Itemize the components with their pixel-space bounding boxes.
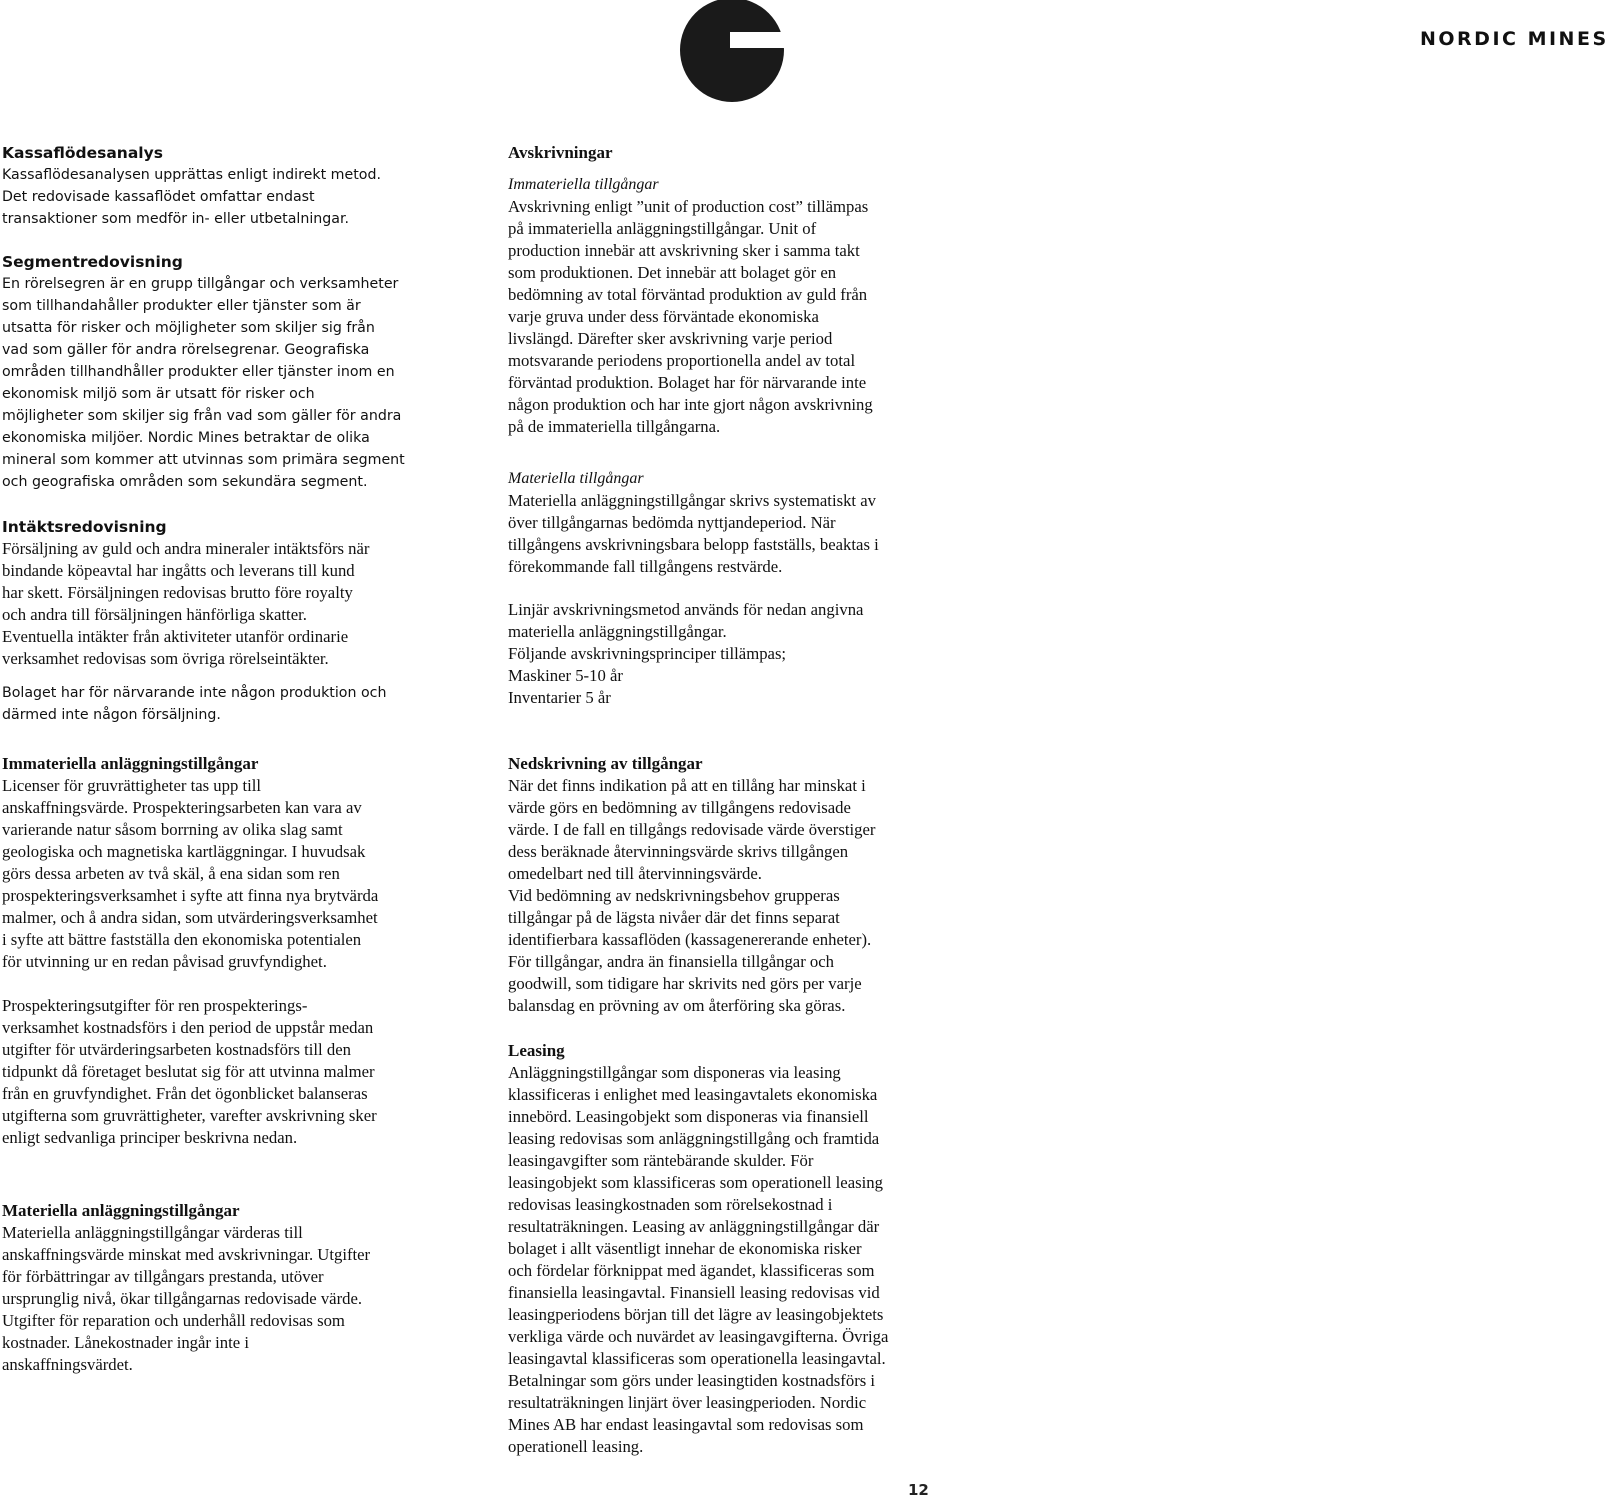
section-avskrivningar [508, 142, 953, 438]
section-segmentredovisning [2, 251, 442, 493]
subheading-materiella-tillgangar: Materiella tillgångar [508, 470, 644, 487]
paragraph: Materiella anläggningstillgångar värderas till anskaffningsvärde minskat med avskrivningar. Utgifter för förbättringar av tillgångars prestanda, utöver ursprunglig nivå, ökar tillgångarnas redovisade värde. Utgifter för reparation och underhåll redovisas som kostnader. Lånekostnader ingår inte i anskaffningsvärdet. [2, 1223, 371, 1374]
paragraph: Försäljning av guld och andra mineraler intäktsförs när bindande köpeavtal har ingåtts och leverans till kund har skett. Försäljningen redovisas brutto före royalty och andra till försäljningen hänförliga skatter. Eventuella intäkter från aktiviteter utanför ordinarie verksamhet redovisas som övriga rörelseintäkter. [2, 539, 370, 668]
logo-mark-icon [668, 0, 960, 112]
section-intakt-note [2, 682, 442, 726]
paragraph: Anläggningstillgångar som disponeras via leasing klassificeras i enlighet med leasingavtalets ekonomiska innebörd. Leasingobjekt som disponeras via finansiell leasing redovisas som anläggningstillgång och framtida leasingavgifter som räntebärande skulder. För leasingobjekt som klassificeras som operationell leasing redovisas leasingkostnaden som rörelsekostnad i resultaträkningen. Leasing av anläggningstillgångar där bolaget i allt väsentligt innehar de ekonomiska risker och fördelar förknippat med ägandet, klassificeras som finansiella leasingavtal. Finansiell leasing redovisas vid leasingperiodens början till det lägre av leasingobjektets verkliga värde och nuvärdet av leasingavgifterna. Övriga leasingavtal klassificeras som operationella leasingavtal. Betalningar som görs under leasingtiden kostnadsförs i resultaträkningen linjärt över leasingperioden. Nordic Mines AB har endast leasingavtal som redovisas som operationell leasing. [508, 1063, 889, 1456]
heading-kassaflodesanalys: Kassaflödesanalys [2, 144, 163, 162]
section-leasing [508, 1040, 953, 1458]
heading-nedskrivning: Nedskrivning av tillgångar [508, 754, 703, 773]
paragraph: Bolaget har för närvarande inte någon produktion och därmed inte någon försäljning. [2, 685, 387, 723]
section-immateriella [2, 753, 442, 973]
section-intaktsredovisning [2, 516, 442, 670]
section-materiella [2, 1200, 442, 1376]
paragraph: Licenser för gruvrättigheter tas upp till anskaffningsvärde. Prospekteringsarbeten kan vara av varierande natur såsom borrning av olika slag samt geologiska och magnetiska kartläggningar. I huvudsak görs dessa arbeten av två skäl, å ena sidan som ren prospekteringsverksamhet i syfte att finna nya brytvärda malmer, och å andra sidan, som utvärderingsverksamhet i syfte att bättre fastställa den ekonomiska potentialen för utvinning ur en redan påvisad gruvfyndighet. [2, 776, 379, 971]
logo-text: NORDIC MINES [1420, 28, 1609, 50]
paragraph: Kassaflödesanalysen upprättas enligt indirekt metod. Det redovisade kassaflödet omfattar endast transaktioner som medför in- eller utbetalningar. [2, 167, 381, 227]
paragraph: En rörelsegren är en grupp tillgångar och verksamheter som tillhandahåller produkter eller tjänster som är utsatta för risker och möjligheter som skiljer sig från vad som gäller för andra rörelsegrenar. Geografiska områden tillhandhåller produkter eller tjänster inom en ekonomisk miljö som är utsatt för risker och möjligheter som skiljer sig från vad som gäller för andra ekonomiska miljöer. Nordic Mines betraktar de olika mineral som kommer att utvinnas som primära segment och geografiska områden som sekundära segment. [2, 276, 405, 490]
section-avskrivningsprinciper [508, 599, 953, 709]
heading-materiella: Materiella anläggningstillgångar [2, 1201, 240, 1220]
heading-avskrivningar: Avskrivningar [508, 143, 613, 162]
page-number: 12 [908, 1481, 929, 1499]
paragraph: Materiella anläggningstillgångar skrivs systematiskt av över tillgångarnas bedömda nyttjandeperiod. När tillgångens avskrivningsbara belopp fastställs, beaktas i förekommande fall tillgångens restvärde. [508, 491, 879, 576]
paragraph: Prospekteringsutgifter för ren prospekterings- verksamhet kostnadsförs i den period de uppstår medan utgifter för utvärderingsarbeten kostnadsförs till den tidpunkt då företaget beslutat sig för att utvinna malmer från en gruvfyndighet. Från det ögonblicket balanseras utgifterna som gruvrättigheter, varefter avskrivning sker enligt sedvanliga principer beskrivna nedan. [2, 996, 377, 1147]
section-nedskrivning [508, 753, 953, 1017]
paragraph: När det finns indikation på att en tillång har minskat i värde görs en bedömning av tillgångens redovisade värde. I de fall en tillgångs redovisade värde överstiger dess beräknade återvinningsvärde skrivs tillgången omedelbart ned till återvinningsvärde. Vid bedömning av nedskrivningsbehov grupperas tillgångar på de lägsta nivåer där det finns separat identifierbara kassaflöden (kassagenererande enheter). För tillgångar, andra än finansiella tillgångar och goodwill, som tidigare har skrivits ned görs per varje balansdag en prövning av om återföring ska göras. [508, 776, 876, 1015]
heading-segmentredovisning: Segmentredovisning [2, 253, 183, 271]
paragraph: Avskrivning enligt ”unit of production cost” tillämpas på immateriella anläggningstillgångar. Unit of production innebär att avskrivning sker i samma takt som produktionen. Det innebär att bolaget gör en bedömning av total förväntad produktion av guld från varje gruva under dess förväntade ekonomiska livslängd. Därefter sker avskrivning varje period motsvarande periodens proportionella andel av total förväntad produktion. Bolaget har för närvarande inte någon produktion och har inte gjort någon avskrivning på de immateriella tillgångarna. [508, 197, 873, 436]
nordic-mines-logo [668, 0, 1609, 112]
section-kassaflodesanalys [2, 142, 442, 230]
heading-intaktsredovisning: Intäktsredovisning [2, 518, 167, 536]
heading-leasing: Leasing [508, 1041, 565, 1060]
subheading-immateriella-tillgangar: Immateriella tillgångar [508, 176, 659, 193]
section-prospektering [2, 995, 442, 1149]
paragraph: Linjär avskrivningsmetod används för nedan angivna materiella anläggningstillgångar. Följande avskrivningsprinciper tillämpas; Maskiner 5-10 år Inventarier 5 år [508, 600, 864, 707]
heading-immateriella: Immateriella anläggningstillgångar [2, 754, 259, 773]
section-materiella-tillgangar [508, 468, 953, 578]
